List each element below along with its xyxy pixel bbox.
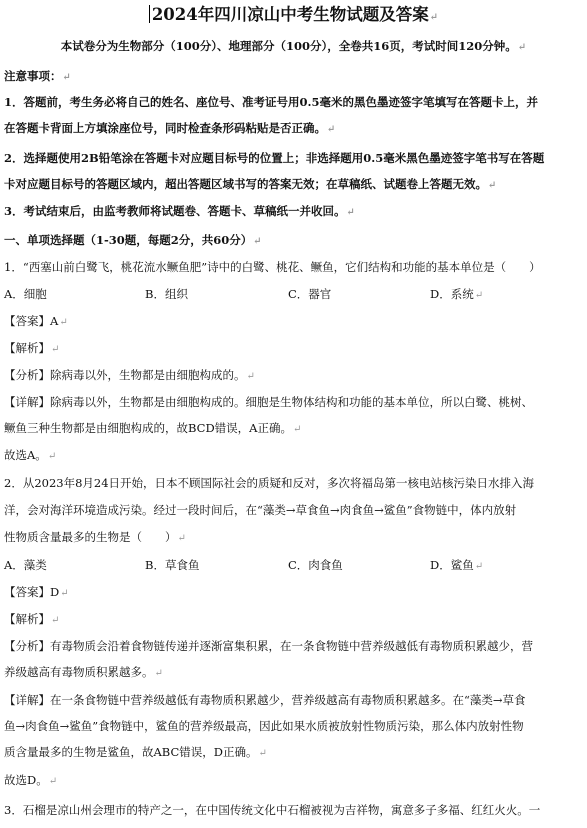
notice-3-text: 3．考试结束后，由监考教师将试题卷、答题卡、草稿纸一并收回。 [4, 204, 346, 218]
paragraph-mark-icon: ↵ [60, 588, 69, 599]
q2-conclusion [4, 772, 579, 790]
q1-conclusion [4, 447, 579, 465]
q1-conclusion-text: 故选A。 [4, 448, 47, 462]
q2-fenxi-line-2-text: 养级越高有毒物质积累越多。 [4, 665, 154, 679]
paragraph-mark-icon: ↵ [47, 451, 57, 462]
section-heading [4, 232, 579, 250]
paragraph-mark-icon: ↵ [246, 371, 255, 382]
paragraph-mark-icon: ↵ [253, 236, 262, 247]
q1-detail-line-2 [4, 420, 579, 438]
paragraph-mark-icon: ↵ [346, 207, 355, 218]
q2-answer [4, 584, 579, 602]
q1-detail-line-1: 【详解】除病毒以外，生物都是由细胞构成的。细胞是生物体结构和功能的基本单位，所以白鹭、桃树、 [4, 395, 533, 409]
notice-1-line-2 [4, 120, 579, 138]
notice-2-line-2-text: 卡对应题目标号的答题区域内，超出答题区域书写的答案无效；在草稿纸、试题卷上答题无效。 [4, 177, 487, 191]
q1-analysis-text: 【解析】 [4, 341, 50, 355]
paragraph-mark-icon: ↵ [51, 615, 60, 626]
paragraph-mark-icon: ↵ [177, 533, 186, 544]
paragraph-mark-icon: ↵ [293, 424, 302, 435]
q1-option-d-text: D．系统 [430, 287, 474, 301]
title-text: 2024年四川凉山中考生物试题及答案 [151, 5, 429, 24]
q2-fenxi-line-1: 【分析】有毒物质会沿着食物链传递并逐渐富集积累，在一条食物链中营养级越低有毒物质积累越少，营 [4, 639, 533, 653]
q2-answer-text: 【答案】D [4, 585, 60, 599]
paragraph-mark-icon: ↵ [59, 317, 68, 328]
q1-option-a: A．细胞 [4, 287, 47, 301]
notice-2-line-1: 2．选择题使用2B铅笔涂在答题卡对应题目标号的位置上；非选择题用0.5毫米黑色墨迹签字笔书写在答题 [4, 151, 545, 165]
page-title [0, 4, 587, 29]
q2-option-c: C．肉食鱼 [288, 558, 343, 572]
q1-answer-text: 【答案】A [4, 314, 59, 328]
paragraph-mark-icon: ↵ [327, 124, 336, 135]
q1-option-d [430, 286, 483, 304]
q2-detail-line-3 [4, 744, 579, 762]
q2-fenxi-line-2 [4, 664, 579, 682]
paragraph-mark-icon: ↵ [154, 668, 163, 679]
exam-subtitle [0, 38, 587, 56]
notice-heading [4, 68, 579, 86]
q2-option-a: A．藻类 [4, 558, 47, 572]
q2-option-d-text: D．鲨鱼 [430, 558, 474, 572]
paragraph-mark-icon: ↵ [429, 12, 439, 23]
q2-conclusion-text: 故选D。 [4, 773, 48, 787]
q2-option-d [430, 557, 483, 575]
q1-fenxi-text: 【分析】除病毒以外，生物都是由细胞构成的。 [4, 368, 246, 382]
subtitle-text: 本试卷分为生物部分（100分）、地理部分（100分），全卷共16页，考试时间120分钟。 [60, 39, 517, 53]
paragraph-mark-icon: ↵ [474, 290, 484, 301]
q2-option-b: B．草食鱼 [145, 558, 200, 572]
q2-detail-line-2: 鱼→肉食鱼→鲨鱼”食物链中，鲨鱼的营养级最高，因此如果水质被放射性物质污染，那么体内放射性物 [4, 719, 524, 733]
q2-analysis [4, 611, 579, 629]
q1-detail-line-2-text: 鳜鱼三种生物都是由细胞构成的，故BCD错误，A正确。 [4, 421, 292, 435]
q2-stem-line-1: 2．从2023年8月24日开始，日本不顾国际社会的质疑和反对，多次将福岛第一核电站核污染日水排入海 [4, 476, 535, 490]
notice-heading-text: 注意事项： [4, 69, 62, 83]
paragraph-mark-icon: ↵ [51, 344, 60, 355]
q1-answer [4, 313, 579, 331]
q2-detail-line-1: 【详解】在一条食物链中营养级越低有毒物质积累越少，营养级越高有毒物质积累越多。在“藻类→草食 [4, 693, 526, 707]
paragraph-mark-icon: ↵ [258, 748, 267, 759]
paragraph-mark-icon: ↵ [488, 180, 497, 191]
paragraph-mark-icon: ↵ [474, 561, 484, 572]
paragraph-mark-icon: ↵ [517, 42, 527, 53]
q1-option-c: C．器官 [288, 287, 332, 301]
q2-stem-line-3-text: 性物质含量最多的生物是（ ） [4, 530, 177, 544]
q3-stem-line-1: 3．石榴是凉山州会理市的特产之一，在中国传统文化中石榴被视为吉祥物，寓意多子多福、红红火火。一 [4, 803, 541, 817]
paragraph-mark-icon: ↵ [62, 72, 71, 83]
q1-analysis [4, 340, 579, 358]
q1-option-b: B．组织 [145, 287, 188, 301]
section-heading-text: 一、单项选择题（1-30题，每题2分，共60分） [4, 233, 253, 247]
q2-stem-line-3 [4, 529, 579, 547]
q1-fenxi [4, 367, 579, 385]
q2-detail-line-3-text: 质含量最多的生物是鲨鱼，故ABC错误，D正确。 [4, 745, 258, 759]
notice-1-line-1: 1．答题前，考生务必将自己的姓名、座位号、准考证号用0.5毫米的黑色墨迹签字笔填写在答题卡上，并 [4, 95, 539, 109]
notice-1-line-2-text: 在答题卡背面上方填涂座位号，同时检查条形码粘贴是否正确。 [4, 121, 326, 135]
notice-2-line-2 [4, 176, 579, 194]
notice-3 [4, 203, 579, 221]
q1-stem: 1．“西塞山前白鹭飞，桃花流水鳜鱼肥”诗中的白鹭、桃花、鳜鱼，它们结构和功能的基本单位是（ ） [4, 260, 541, 274]
q2-analysis-text: 【解析】 [4, 612, 50, 626]
paragraph-mark-icon: ↵ [48, 776, 58, 787]
q2-stem-line-2: 洋，会对海洋环境造成污染。经过一段时间后，在“藻类→草食鱼→肉食鱼→鲨鱼”食物链中，体内放射 [4, 503, 517, 517]
text-cursor [149, 5, 150, 23]
